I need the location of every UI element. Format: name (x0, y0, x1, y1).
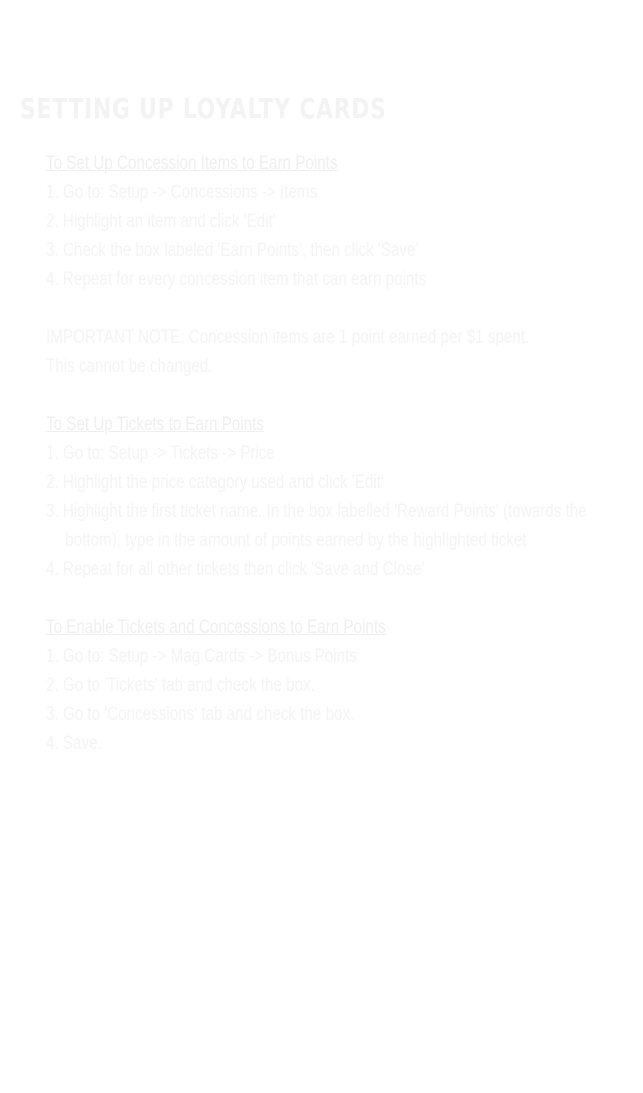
enable-step-1: 1. Go to: Setup -> Mag Cards -> Bonus Points (46, 646, 357, 667)
tickets-steps (46, 439, 636, 584)
concessions-heading: To Set Up Concession Items to Earn Points (46, 153, 338, 174)
tickets-section (46, 410, 636, 584)
list-item (46, 439, 636, 468)
tickets-heading: To Set Up Tickets to Earn Points (46, 414, 264, 435)
section-spacer (46, 584, 636, 613)
important-note-line-2: This cannot be changed. (46, 356, 213, 377)
page-title: SETTING UP LOYALTY CARDS (20, 92, 387, 125)
list-item (46, 700, 636, 729)
list-item (46, 729, 636, 758)
enable-step-2: 2. Go to 'Tickets' tab and check the box. (46, 675, 315, 696)
important-note-line-1: IMPORTANT NOTE: Concession items are 1 point earned per $1 spent. (46, 327, 530, 348)
tickets-step-1: 1. Go to: Setup -> Tickets -> Price (46, 443, 275, 464)
concessions-step-1: 1. Go to: Setup -> Concessions -> Items (46, 182, 318, 203)
enable-step-3: 3. Go to 'Concessions' tab and check the box. (46, 704, 355, 725)
concessions-step-2: 2. Highlight an item and click 'Edit' (46, 211, 276, 232)
concessions-step-3: 3. Check the box labeled 'Earn Points', then click 'Save' (46, 240, 419, 261)
tickets-step-4: 4. Repeat for all other tickets then click 'Save and Close' (46, 559, 425, 580)
enable-steps (46, 642, 636, 758)
concessions-step-4: 4. Repeat for every concession item that can earn points (46, 269, 427, 290)
section-spacer (46, 294, 636, 323)
tickets-step-3: 3. Highlight the first ticket name. In the box labelled 'Reward Points' (towards the bottom), type in the amount of points earned by the highlighted ticket (46, 501, 587, 551)
list-item (46, 497, 636, 555)
tickets-step-2: 2. Highlight the price category used and click 'Edit' (46, 472, 384, 493)
list-item (46, 671, 636, 700)
list-item (46, 468, 636, 497)
enable-step-4: 4. Save. (46, 733, 102, 754)
list-item (46, 555, 636, 584)
instructions-body (46, 149, 636, 758)
list-item (46, 265, 636, 294)
section-spacer (46, 381, 636, 410)
list-item (46, 178, 636, 207)
important-note (46, 323, 636, 381)
concessions-section (46, 149, 636, 294)
list-item (46, 642, 636, 671)
concessions-steps (46, 178, 636, 294)
list-item (46, 236, 636, 265)
enable-section (46, 613, 636, 758)
list-item (46, 207, 636, 236)
enable-heading: To Enable Tickets and Concessions to Earn Points (46, 617, 386, 638)
